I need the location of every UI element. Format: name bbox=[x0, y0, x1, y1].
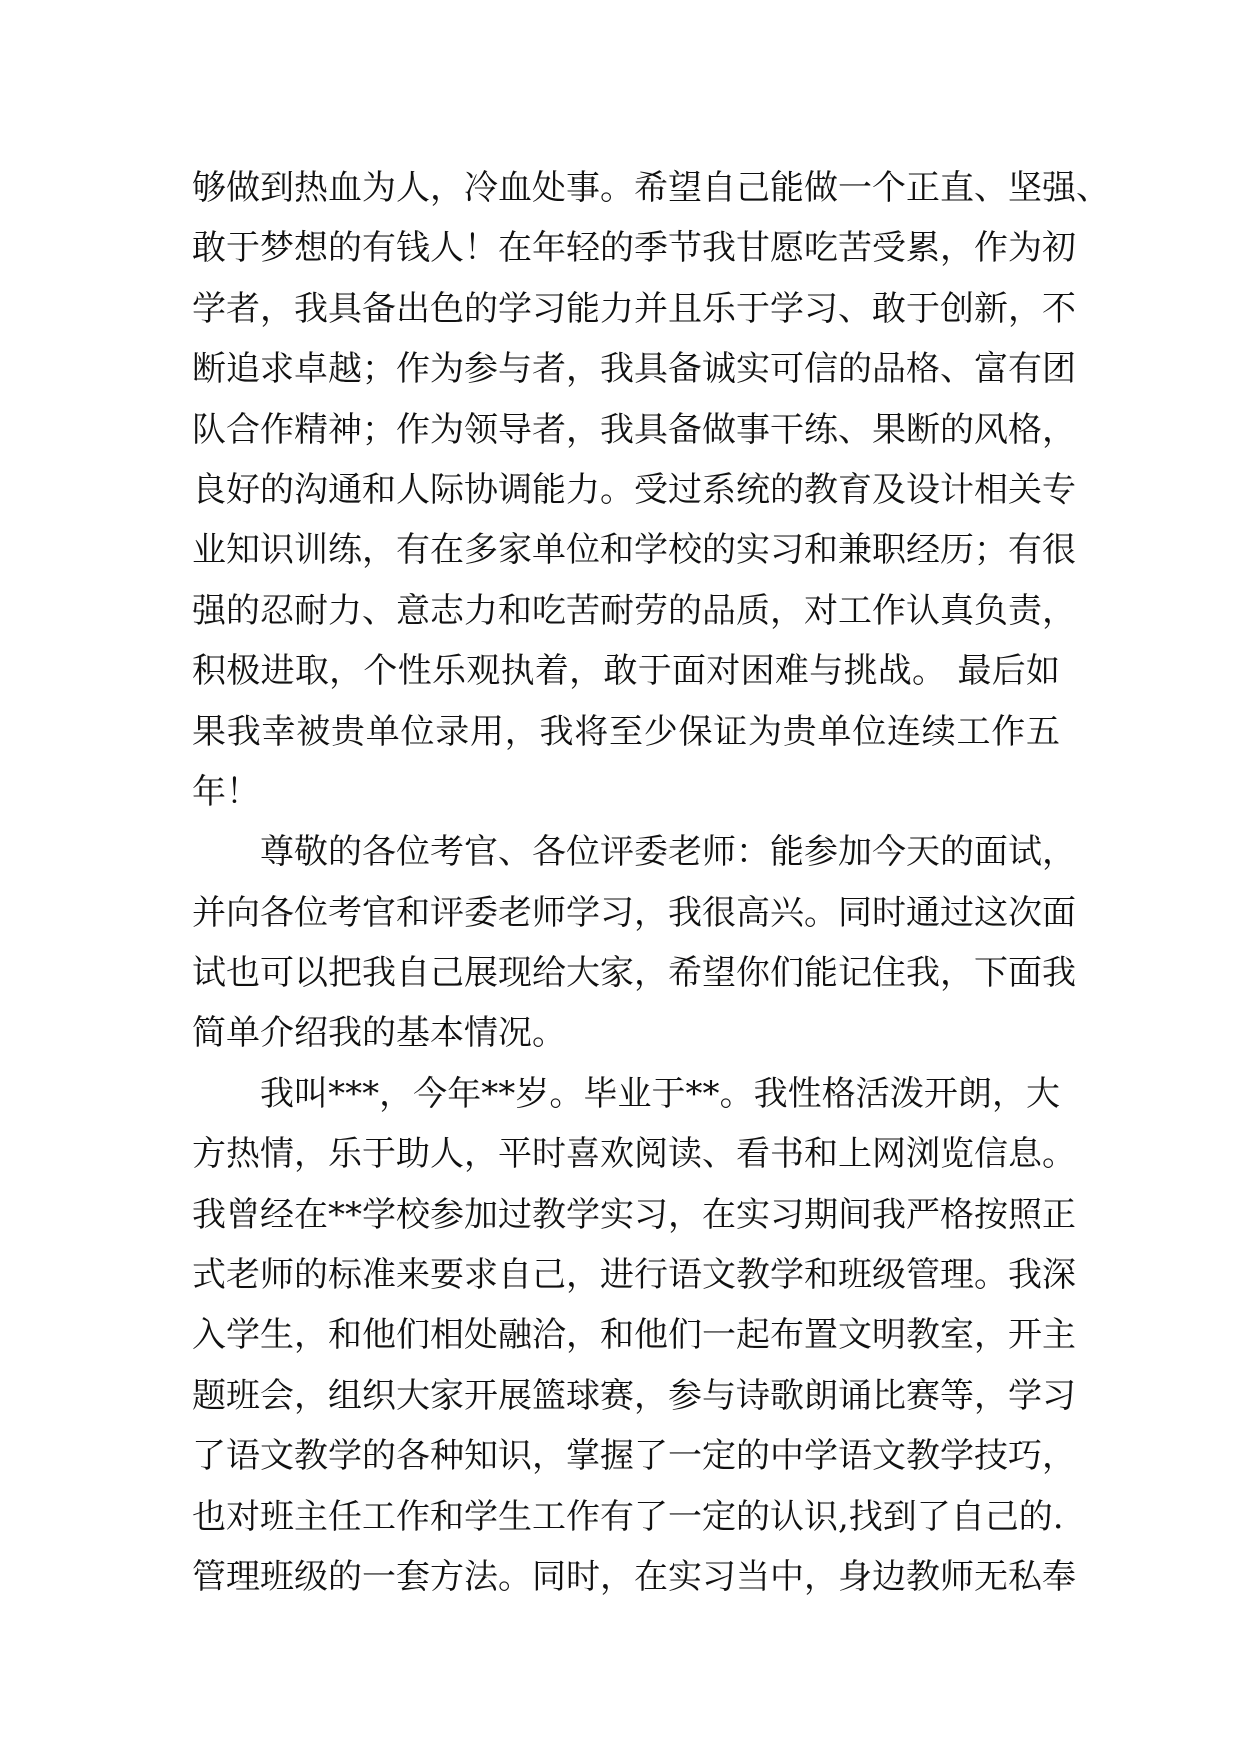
text-line: 入学生，和他们相处融洽，和他们一起布置文明教室，开主 bbox=[192, 1315, 1076, 1356]
paragraph-first-line: 我叫***，今年**岁。毕业于**。我性格活泼开朗，大 bbox=[260, 1073, 1060, 1114]
text-line: 队合作精神；作为领导者，我具备做事干练、果断的风格， bbox=[192, 409, 1076, 450]
text-line: 管理班级的一套方法。同时，在实习当中，身边教师无私奉 bbox=[192, 1556, 1076, 1597]
text-line: 年！ bbox=[192, 771, 260, 812]
text-line: 够做到热血为人，冷血处事。希望自己能做一个正直、坚强、 bbox=[192, 168, 1110, 208]
text-line: 试也可以把我自己展现给大家，希望你们能记住我，下面我 bbox=[192, 953, 1076, 994]
paragraph-first-line: 尊敬的各位考官、各位评委老师：能参加今天的面试， bbox=[260, 832, 1076, 873]
text-line: 并向各位考官和评委老师学习，我很高兴。同时通过这次面 bbox=[192, 892, 1076, 933]
text-line: 学者，我具备出色的学习能力并且乐于学习、敢于创新，不 bbox=[192, 288, 1076, 329]
text-line: 积极进取，个性乐观执着，敢于面对困难与挑战。 最后如 bbox=[192, 651, 1060, 692]
text-line: 敢于梦想的有钱人！在年轻的季节我甘愿吃苦受累，作为初 bbox=[192, 228, 1076, 269]
text-line: 强的忍耐力、意志力和吃苦耐劳的品质，对工作认真负责， bbox=[192, 590, 1076, 631]
text-line: 了语文教学的各种知识，掌握了一定的中学语文教学技巧， bbox=[192, 1436, 1076, 1477]
text-line: 我曾经在**学校参加过教学实习，在实习期间我严格按照正 bbox=[192, 1194, 1076, 1235]
text-line: 良好的沟通和人际协调能力。受过系统的教育及设计相关专 bbox=[192, 469, 1076, 510]
text-line: 题班会，组织大家开展篮球赛，参与诗歌朗诵比赛等，学习 bbox=[192, 1375, 1076, 1416]
text-line: 果我幸被贵单位录用，我将至少保证为贵单位连续工作五 bbox=[192, 711, 1060, 752]
text-line: 方热情，乐于助人，平时喜欢阅读、看书和上网浏览信息。 bbox=[192, 1134, 1076, 1175]
text-line: 式老师的标准来要求自己，进行语文教学和班级管理。我深 bbox=[192, 1255, 1076, 1296]
body-text bbox=[192, 158, 1110, 1607]
text-line: 简单介绍我的基本情况。 bbox=[192, 1013, 566, 1054]
text-line: 业知识训练，有在多家单位和学校的实习和兼职经历；有很 bbox=[192, 530, 1076, 571]
text-line: 断追求卓越；作为参与者，我具备诚实可信的品格、富有团 bbox=[192, 349, 1076, 390]
text-line: 也对班主任工作和学生工作有了一定的认识,找到了自己的. bbox=[192, 1496, 1064, 1537]
